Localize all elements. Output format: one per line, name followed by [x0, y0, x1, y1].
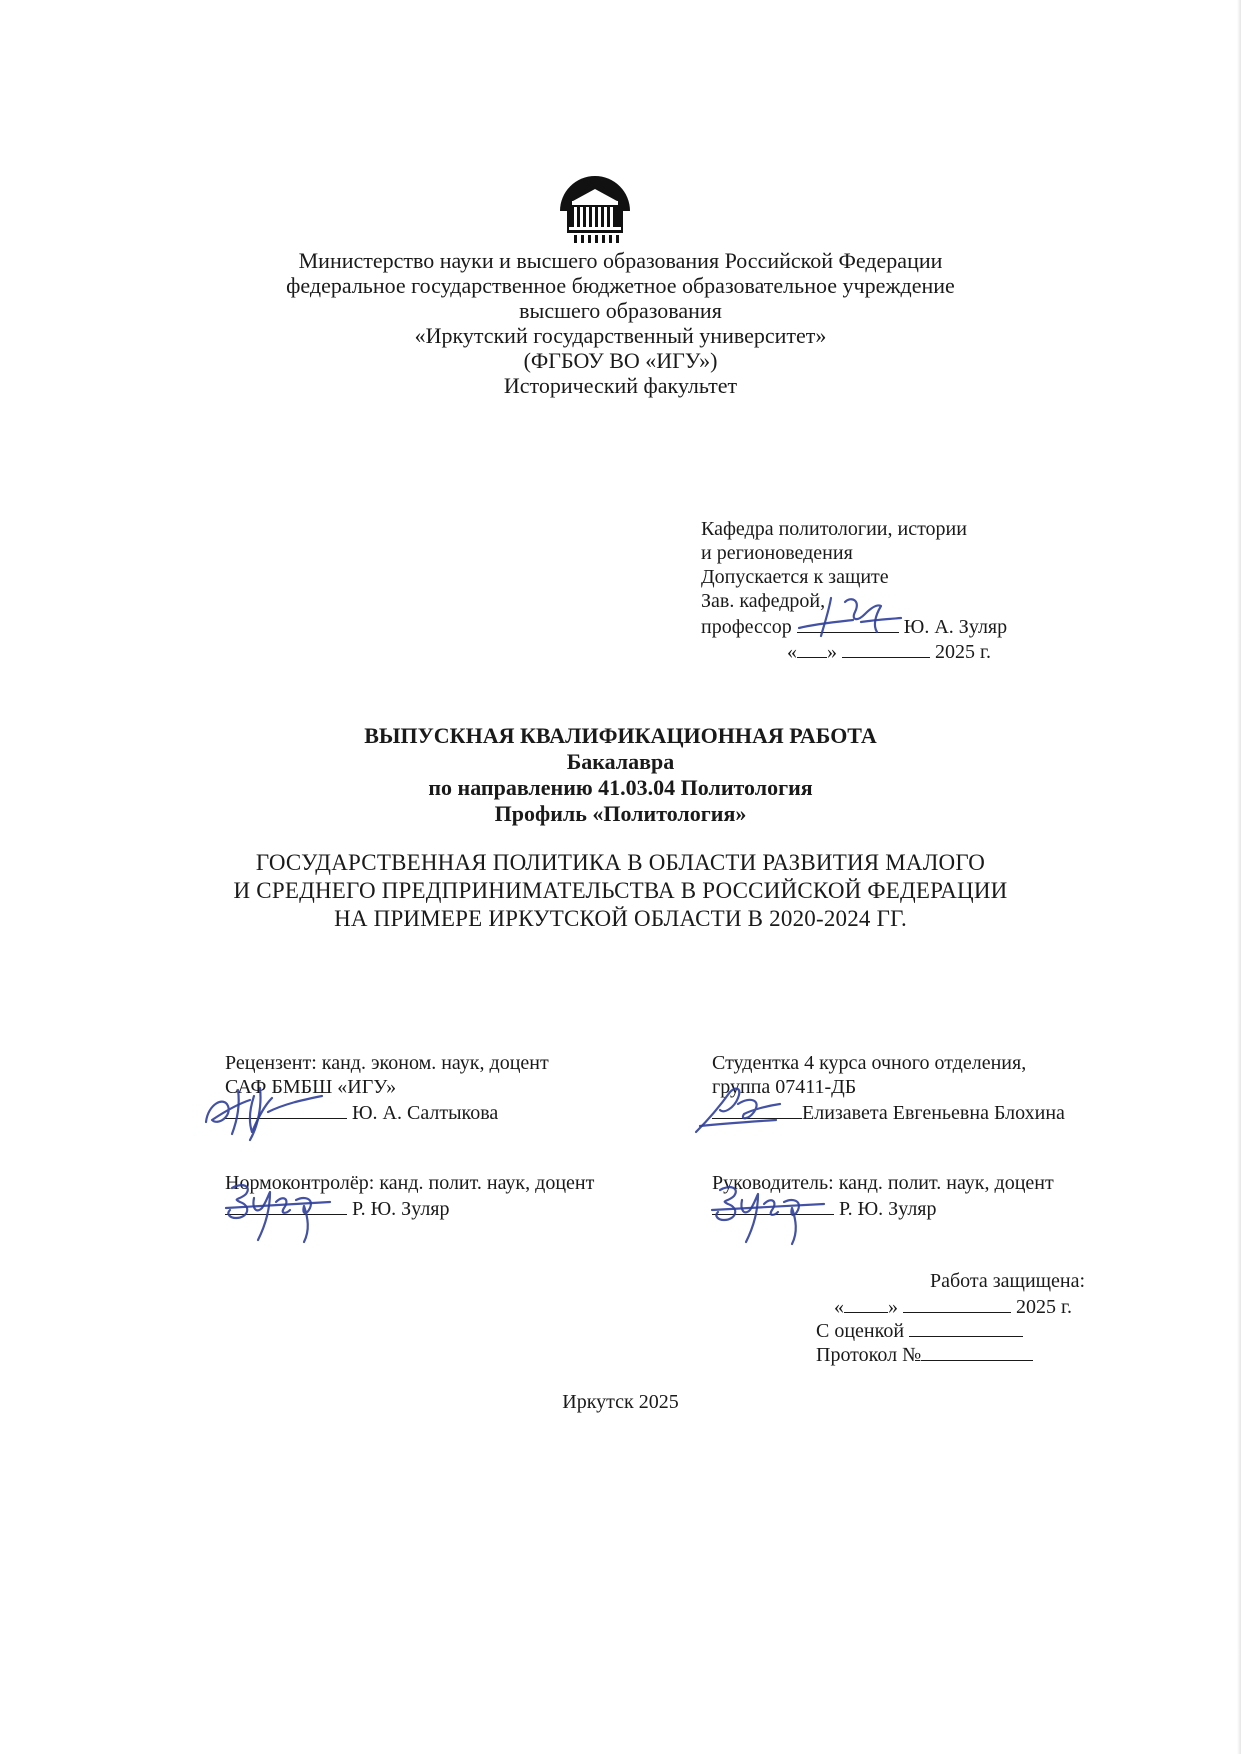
defense-date-open: «	[834, 1296, 844, 1318]
university-abbrev: (ФГБОУ ВО «ИГУ»)	[523, 348, 718, 373]
ministry-line: Министерство науки и высшего образования Российской Федерации	[298, 248, 943, 273]
department-line: Кафедра политологии, истории	[701, 518, 967, 540]
supervisor-signature-line	[712, 1194, 937, 1222]
supervisor-name: Р. Ю. Зуляр	[839, 1198, 937, 1220]
normcontroller-signature-line	[225, 1194, 450, 1222]
head-label: Зав. кафедрой,	[701, 590, 826, 612]
student-name: Елизавета Евгеньевна Блохина	[802, 1102, 1065, 1124]
approval-date-open: «	[787, 641, 797, 663]
student-signature-blank	[712, 1098, 802, 1119]
student-label: Студентка 4 курса очного отделения,	[712, 1052, 1027, 1074]
defense-year: 2025 г.	[1016, 1296, 1072, 1318]
head-signature-blank	[797, 612, 899, 633]
normcontroller-signature-blank	[225, 1194, 347, 1215]
department-line-2: и регионоведения	[701, 542, 853, 564]
work-direction: по направлению 41.03.04 Политология	[428, 775, 813, 800]
defense-label: Работа защищена:	[930, 1270, 1086, 1292]
topic-line-2: И СРЕДНЕГО ПРЕДПРИНИМАТЕЛЬСТВА В РОССИЙСКОЙ ФЕДЕРАЦИИ	[233, 878, 1008, 903]
reviewer-name: Ю. А. Салтыкова	[352, 1102, 499, 1124]
defense-day-blank	[844, 1292, 888, 1313]
work-profile: Профиль «Политология»	[494, 801, 747, 826]
reviewer-org: САФ БМБШ «ИГУ»	[225, 1076, 397, 1098]
approval-date-line	[787, 637, 991, 665]
student-group: группа 07411-ДБ	[712, 1076, 857, 1098]
admitted-label: Допускается к защите	[701, 566, 889, 588]
work-degree: Бакалавра	[566, 749, 675, 774]
defense-protocol-label: Протокол №	[816, 1344, 922, 1366]
topic-line-1: ГОСУДАРСТВЕННАЯ ПОЛИТИКА В ОБЛАСТИ РАЗВИТИЯ МАЛОГО	[255, 850, 986, 875]
approval-year: 2025 г.	[935, 641, 991, 663]
city-year: Иркутск 2025	[562, 1391, 679, 1413]
reviewer-label: Рецензент: канд. эконом. наук, доцент	[225, 1052, 549, 1074]
student-signature-line	[712, 1098, 1065, 1126]
defense-date-mid: »	[888, 1296, 898, 1318]
institution-level-line: высшего образования	[519, 298, 722, 323]
approval-day-blank	[797, 637, 827, 658]
reviewer-signature-blank	[225, 1098, 347, 1119]
university-name: «Иркутский государственный университет»	[414, 323, 827, 348]
defense-protocol-blank	[921, 1340, 1033, 1361]
normcontroller-name: Р. Ю. Зуляр	[352, 1198, 450, 1220]
defense-grade-label: С оценкой	[816, 1320, 905, 1342]
supervisor-label: Руководитель: канд. полит. наук, доцент	[712, 1172, 1054, 1194]
defense-month-blank	[903, 1292, 1011, 1313]
approval-date-mid: »	[827, 641, 837, 663]
normcontroller-label: Нормоконтролёр: канд. полит. наук, доцент	[225, 1172, 595, 1194]
defense-grade-blank	[909, 1316, 1023, 1337]
supervisor-signature-blank	[712, 1194, 834, 1215]
defense-protocol-line	[816, 1340, 1033, 1368]
institution-line: федеральное государственное бюджетное образовательное учреждение	[286, 273, 955, 298]
work-type: ВЫПУСКНАЯ КВАЛИФИКАЦИОННАЯ РАБОТА	[364, 723, 877, 748]
faculty-name: Исторический факультет	[503, 373, 738, 398]
head-name: Ю. А. Зуляр	[903, 616, 1008, 638]
approval-month-blank	[842, 637, 930, 658]
university-logo-icon	[557, 167, 633, 245]
head-role: профессор	[701, 616, 792, 638]
reviewer-signature-line	[225, 1098, 498, 1126]
head-signature-line	[701, 612, 1007, 640]
topic-line-3: НА ПРИМЕРЕ ИРКУТСКОЙ ОБЛАСТИ В 2020-2024 ГГ.	[334, 906, 907, 931]
